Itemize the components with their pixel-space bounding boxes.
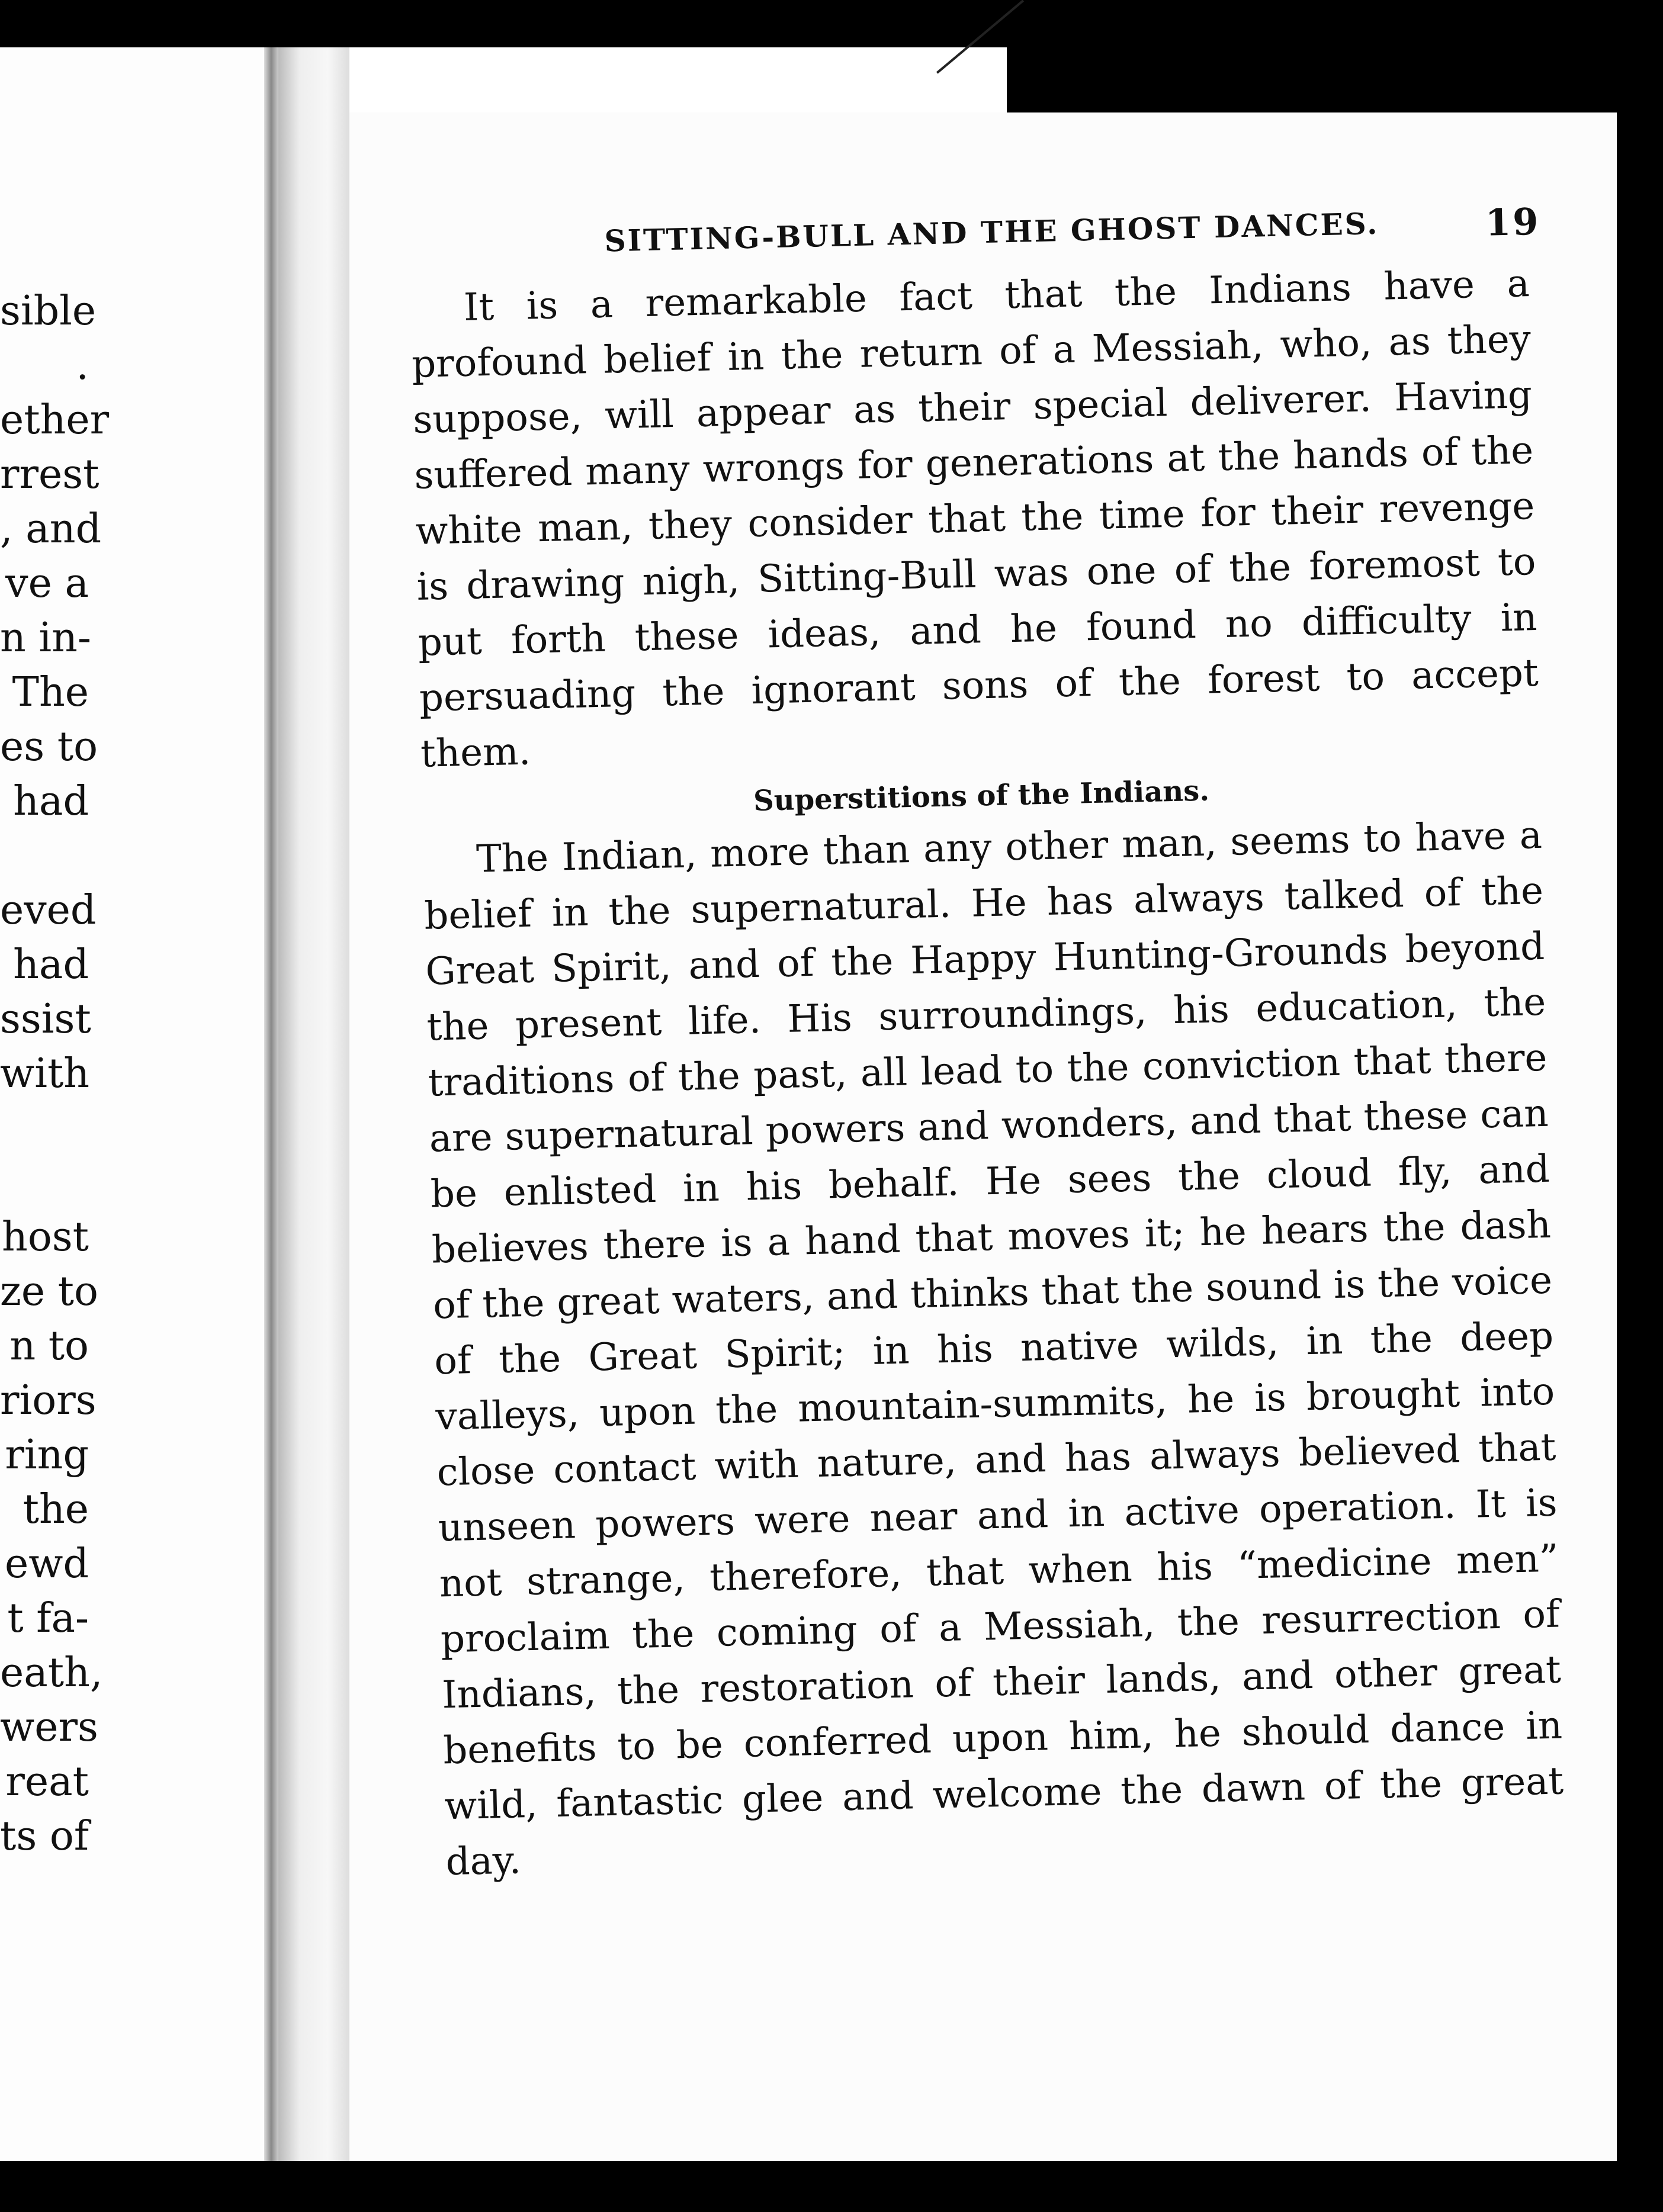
previous-page-line: ve a [5, 560, 89, 607]
scan-border-top [0, 0, 1663, 47]
book-page [349, 112, 1617, 2161]
section-heading: Superstitions of the Indians. [753, 774, 1210, 818]
previous-page-line: ether [0, 397, 110, 443]
previous-page-line: ze to [0, 1268, 98, 1315]
previous-page-text [0, 284, 110, 1864]
paragraph-messiah-belief: It is a remarkable fact that the Indians have a profound belief in the return of a Messiah, who, as they suppose, will appear as their special deliverer. Having suffered many wrongs for generations at the hands of the white man, they consider that the time for their revenge is drawing nigh, Sitting-Bull was one of the foremost to put forth these ideas, and he found no difficulty in persuading the ignorant sons of the forest to accept them. [411, 262, 1539, 776]
previous-page-line: sible [0, 288, 97, 335]
previous-page-line: eath, [0, 1650, 103, 1696]
previous-page-line: wers [0, 1704, 98, 1751]
previous-page-line: n in- [0, 615, 91, 661]
previous-page-line: had [13, 941, 89, 988]
previous-page-line: ring [5, 1432, 89, 1478]
previous-page-line: , and [0, 506, 102, 552]
scan-border-bottom [0, 2161, 1663, 2212]
previous-page-line: rrest [0, 451, 99, 498]
previous-page-line: had [13, 778, 89, 825]
previous-page-line: host [2, 1214, 89, 1261]
previous-page-line: ewd [5, 1541, 89, 1587]
previous-page-line: riors [0, 1377, 97, 1424]
previous-page-line: with [0, 1050, 90, 1097]
previous-page [0, 47, 278, 2161]
previous-page-line: . [76, 342, 89, 389]
previous-page-line: The [12, 669, 89, 716]
previous-page-line [0, 1101, 89, 1156]
previous-page-line: ts of [0, 1813, 89, 1860]
paragraph-superstitions: The Indian, more than any other man, seems to have a belief in the supernatural. He has always talked of the Great Spirit, and of the Happy Hunting-Grounds beyond the present life. His surroundings, his education, the traditions of the past, all lead to the conviction that there are supernatural powers and wonders, and that these can be enlisted in his behalf. He sees the cloud fly, and believes there is a hand that moves it; he hears the dash of the great waters, and thinks that the sound is the voice of the Great Spirit; in his native wilds, in the deep valleys, upon the mountain-summits, he is brought into close contact with nature, and has always believed that unseen powers were near and in active operation. It is not strange, therefore, that when his “medicine men” proclaim the coming of a Messiah, the resurrection of Indians, the restoration of their lands, and other great benefits to be conferred upon him, he should dance in wild, fantastic glee and welcome the dawn of the great day. [423, 813, 1564, 1885]
previous-page-line: reat [5, 1758, 89, 1805]
previous-page-line: es to [0, 724, 98, 770]
previous-page-line: ssist [0, 996, 91, 1043]
book-gutter [278, 47, 349, 2161]
previous-page-line: t fa- [7, 1595, 89, 1642]
previous-page-edge [264, 47, 278, 2161]
running-head-title: SITTING-BULL AND THE GHOST DANCES. [603, 205, 1380, 259]
previous-page-line: the [23, 1486, 89, 1533]
previous-page-line [0, 1156, 89, 1210]
page-content [409, 202, 1565, 1890]
page-number: 19 [1485, 200, 1541, 245]
scan-border-right [1617, 47, 1663, 2212]
previous-page-line: n to [9, 1323, 89, 1369]
previous-page-line: eved [0, 887, 97, 934]
previous-page-line [0, 829, 89, 883]
